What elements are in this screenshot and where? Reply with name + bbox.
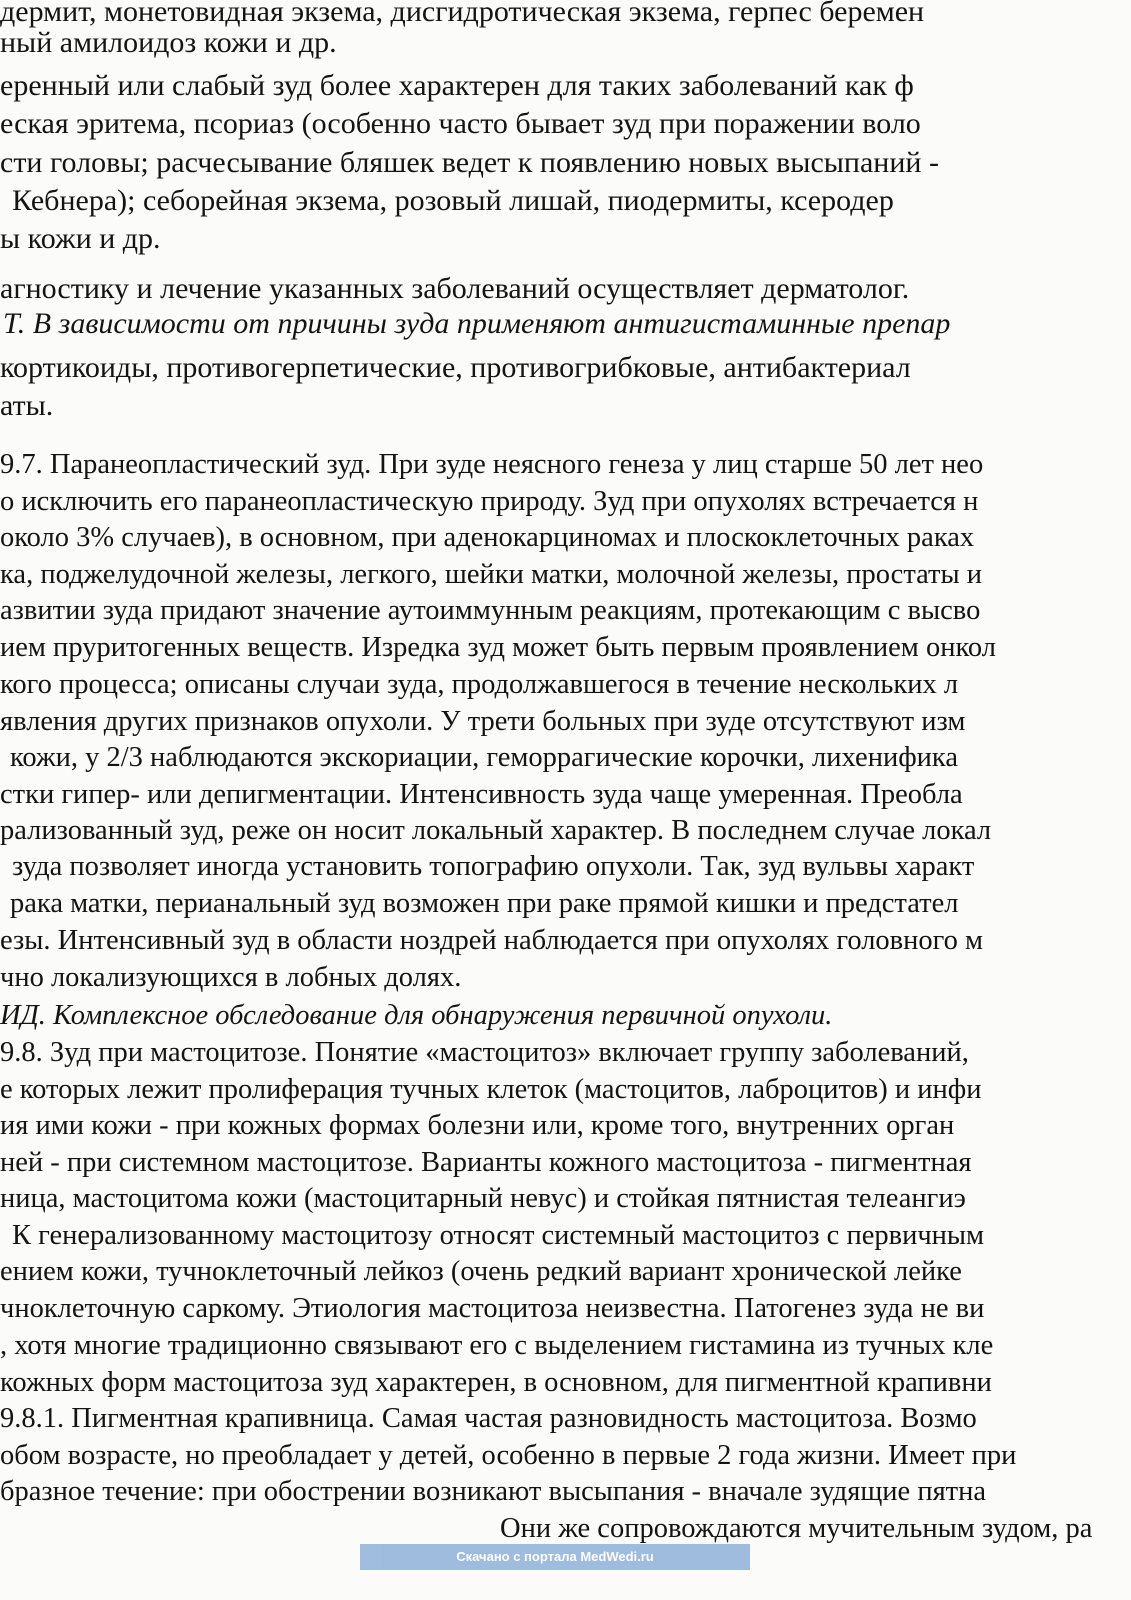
text-line: около 3% случаев), в основном, при аденокарциномах и плоскоклеточных раках	[0, 522, 975, 553]
text-line: , хотя многие традиционно связывают его с выделением гистамина из тучных кле	[0, 1330, 994, 1361]
text-line: явления других признаков опухоли. У трети больных при зуде отсутствуют изм	[0, 706, 966, 737]
section-heading-9-7: 9.7. Паранеопластический зуд. При зуде неясного генеза у лиц старше 50 лет нео	[0, 449, 984, 480]
watermark-banner: Скачано с портала MedWedi.ru	[360, 1544, 750, 1570]
text-line: ней - при системном мастоцитозе. Варианты кожного мастоцитоза - пигментная	[0, 1147, 972, 1178]
text-line: езы. Интенсивный зуд в области ноздрей наблюдается при опухолях головного м	[0, 925, 984, 956]
text-line: Они же сопровождаются мучительным зудом, ра	[500, 1513, 1093, 1544]
text-line: рализованный зуд, реже он носит локальный характер. В последнем случае локал	[0, 815, 992, 846]
text-line: рака матки, перианальный зуд возможен при раке прямой кишки и предстател	[10, 888, 959, 919]
text-line: стки гипер- или депигментации. Интенсивность зуда чаще умеренная. Преобла	[0, 779, 963, 810]
section-label-treatment: Т. В зависимости от причины зуда применяют антигистаминные препар	[3, 307, 951, 340]
text-line: ный амилоидоз кожи и др.	[0, 26, 337, 59]
text-line: о исключить его паранеопластическую природу. Зуд при опухолях встречается н	[0, 486, 979, 517]
text-line: ка, поджелудочной железы, легкого, шейки матки, молочной железы, простаты и	[0, 559, 983, 590]
text-line: кожи, у 2/3 наблюдаются экскориации, геморрагические корочки, лихенифика	[10, 742, 958, 773]
text-line: азвитии зуда придают значение аутоиммунным реакциям, протекающим с высво	[0, 595, 981, 626]
text-line: Кебнера); себорейная экзема, розовый лишай, пиодермиты, ксеродер	[12, 184, 894, 217]
text-line: чно локализующихся в лобных долях.	[0, 962, 462, 993]
text-line: кортикоиды, противогерпетические, противогрибковые, антибактериал	[0, 351, 911, 384]
text-line: е которых лежит пролиферация тучных клеток (мастоцитов, лаброцитов) и инфи	[0, 1074, 982, 1105]
section-heading-9-8: 9.8. Зуд при мастоцитозе. Понятие «мастоцитоз» включает группу заболеваний,	[0, 1037, 969, 1068]
section-label-diagnosis: ИД. Комплексное обследование для обнаружения первичной опухоли.	[0, 1000, 833, 1031]
text-line: кого процесса; описаны случаи зуда, продолжавшегося в течение нескольких л	[0, 669, 959, 700]
text-line: К генерализованному мастоцитозу относят системный мастоцитоз с первичным	[12, 1220, 985, 1251]
text-line: ием пруритогенных веществ. Изредка зуд может быть первым проявлением онкол	[0, 632, 996, 663]
text-line: кожных форм мастоцитоза зуд характерен, в основном, для пигментной крапивни	[0, 1367, 992, 1398]
text-line: ия ими кожи - при кожных формах болезни или, кроме того, внутренних орган	[0, 1110, 955, 1141]
text-line: еская эритема, псориаз (особенно часто бывает зуд при поражении воло	[0, 107, 921, 140]
text-line: ница, мастоцитома кожи (мастоцитарный невус) и стойкая пятнистая телеангиэ	[0, 1183, 966, 1214]
text-line: аты.	[0, 389, 54, 422]
text-line: сти головы; расчесывание бляшек ведет к появлению новых высыпаний -	[0, 146, 939, 179]
section-heading-9-8-1: 9.8.1. Пигментная крапивница. Самая частая разновидность мастоцитоза. Возмо	[0, 1403, 977, 1434]
text-line: зуда позволяет иногда установить топографию опухоли. Так, зуд вульвы характ	[12, 851, 975, 882]
text-line: обом возрасте, но преобладает у детей, особенно в первые 2 года жизни. Имеет при	[0, 1440, 1017, 1471]
text-line: ы кожи и др.	[0, 222, 161, 255]
text-line: агностику и лечение указанных заболеваний осуществляет дерматолог.	[0, 272, 910, 305]
text-line: дермит, монетовидная экзема, дисгидротическая экзема, герпес беремен	[0, 0, 925, 28]
text-line: чноклеточную саркому. Этиология мастоцитоза неизвестна. Патогенез зуда не ви	[0, 1293, 985, 1324]
text-line: бразное течение: при обострении возникают высыпания - вначале зудящие пятна	[0, 1476, 987, 1507]
text-line: еренный или слабый зуд более характерен для таких заболеваний как ф	[0, 69, 914, 102]
text-line: ением кожи, тучноклеточный лейкоз (очень редкий вариант хронической лейке	[0, 1256, 962, 1287]
